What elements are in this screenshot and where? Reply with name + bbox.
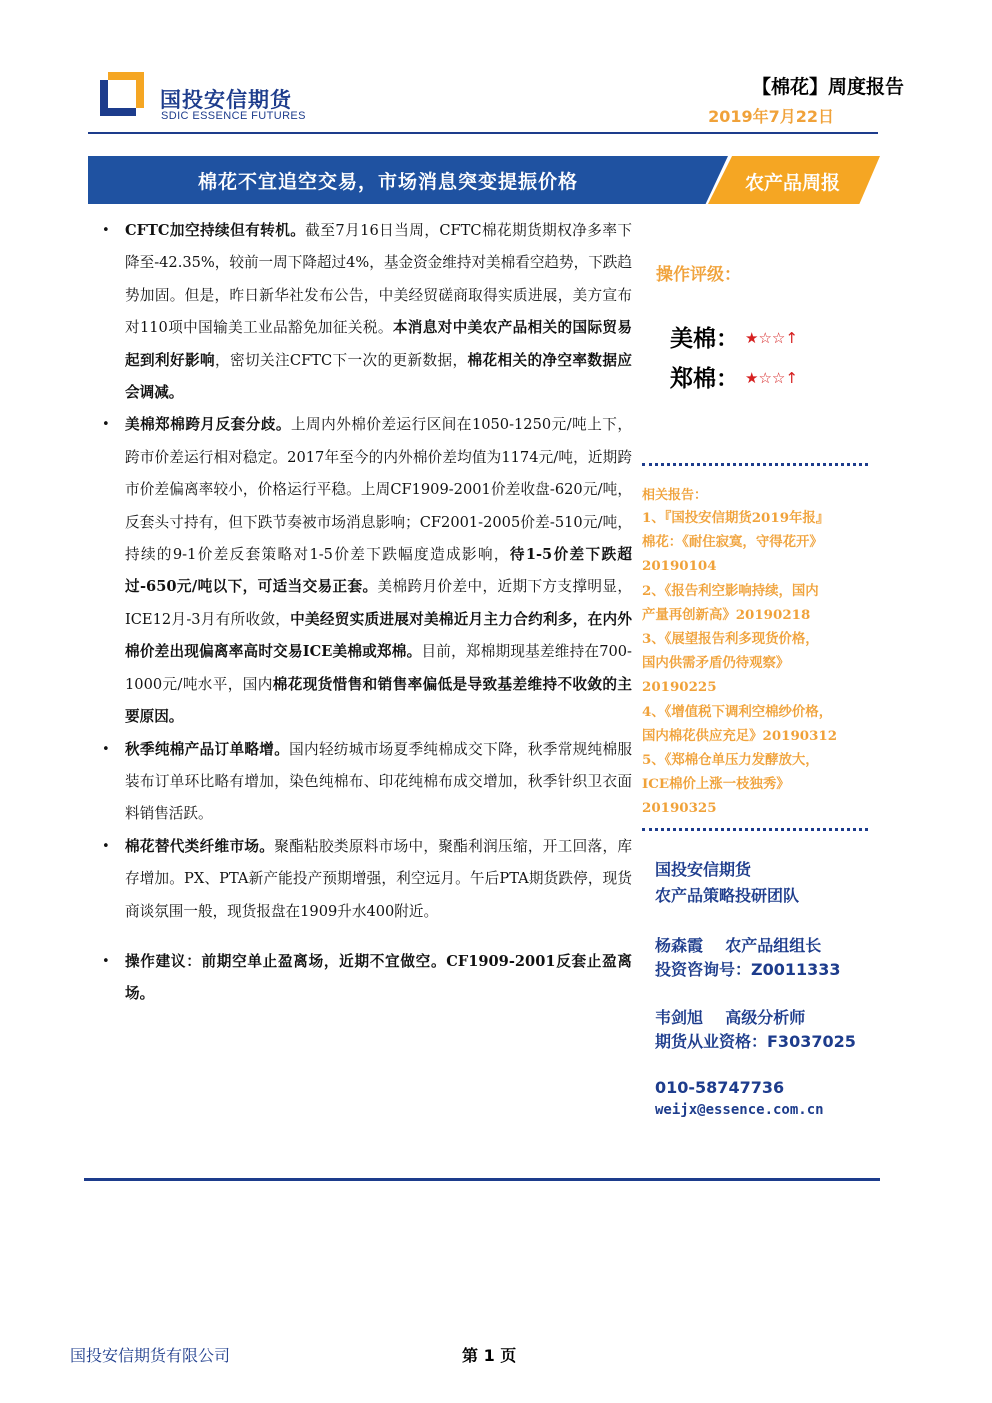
bullet-text: 操作建议：前期空单止盈离场，近期不宜做空。CF1909-2001反套止盈离场。 — [125, 952, 632, 1003]
bullet-text: 截至7月16日当周，CFTC棉花期货期权净多率下降至-42.35%，较前一周下降超过4%，基金资金维持对美棉看空趋势，下跌趋势加固。但是，昨日新华社发布公告，中美经贸磋商取得实质进展，美方宣布对110项中国输美工业品豁免加征关税。 — [125, 222, 632, 337]
related-reports-title: 相关报告： — [642, 488, 708, 503]
related-report-line: 4、《增值税下调利空棉纱价格， — [642, 703, 833, 720]
related-report-line: 2、《报告利空影响持续，国内 — [642, 582, 819, 599]
company-logo — [100, 72, 144, 116]
bullet-text: 棉花相关的净空率数据应会调减。 — [125, 351, 632, 402]
bullet-spacer — [98, 928, 632, 946]
bullet-text: 棉花替代类纤维市场。 — [125, 837, 275, 855]
related-report-line: 5、《郑棉仓单压力发酵放大， — [642, 752, 819, 769]
sidebar-divider — [642, 463, 868, 466]
bullet-text: 待1-5价差下跌超过-650元/吨以下，可适当交易正套。 — [125, 546, 632, 596]
related-report-line: 1、『国投安信期货2019年报』 — [642, 510, 830, 526]
bullet-text: 秋季纯棉产品订单略增。 — [125, 740, 290, 758]
bullet-cftc — [98, 215, 632, 409]
related-report-line: 20190225 — [642, 679, 717, 696]
bullet-text: ，密切关注CFTC下一次的更新数据， — [214, 351, 468, 369]
related-report-line: 国内供需矛盾仍待观察》 — [642, 655, 790, 672]
related-report-line: ICE棉价上涨一枝独秀》 — [642, 776, 790, 793]
team-name: 农产品策略投研团队 — [655, 886, 800, 905]
related-report-line: 国内棉花供应充足》20190312 — [642, 727, 838, 744]
contact-phone: 010-58747736 — [655, 1078, 785, 1097]
bullet-spread — [98, 409, 632, 733]
summary-bullets — [98, 215, 632, 1011]
related-reports-list — [642, 506, 882, 821]
contact-email[interactable]: weijx@essence.com.cn — [655, 1102, 824, 1118]
analyst-2-name-title: 韦剑旭 高级分析师 — [655, 1008, 806, 1027]
bullet-text: 目前，郑棉期现基差维持在700-1000元/吨水平，国内 — [125, 643, 632, 693]
logo-company-name: 国投安信期货 — [160, 88, 292, 112]
report-title: 棉花不宜追空交易，市场消息突变提振价格 — [198, 171, 579, 193]
analyst-1-name-title: 杨森霞 农产品组组长 — [655, 936, 822, 955]
bullet-text: CFTC加空持续但有转机。 — [125, 222, 306, 239]
header-divider — [88, 132, 878, 134]
report-date: 2019年7月22日 — [708, 107, 834, 126]
analyst-2-license: 期货从业资格：F3037025 — [655, 1032, 856, 1051]
bullet-advice — [98, 946, 632, 1011]
bullet-text: 国内轻纺城市场夏季纯棉成交下降，秋季常规纯棉服装布订单环比略有增加，染色纯棉布、印花纯棉布成交增加，秋季针织卫衣面料销售活跃。 — [125, 740, 632, 823]
report-type: 【棉花】周度报告 — [751, 76, 904, 98]
footer-divider — [84, 1178, 880, 1181]
bullet-text: 中美经贸实质进展对美棉近月主力合约利多，在内外棉价差出现偏离率高时交易ICE美棉或郑棉。 — [125, 610, 632, 661]
bullet-orders — [98, 734, 632, 831]
rating-zhengzhou-cotton — [670, 360, 798, 393]
bullet-text: 本消息对中美农产品相关的国际贸易起到利好影响 — [125, 319, 632, 369]
related-report-line: 棉花：《耐住寂寞，守得花开》 — [642, 534, 823, 551]
rating-stars: ★☆☆↑ — [745, 329, 798, 347]
rating-title: 操作评级： — [656, 265, 741, 285]
rating-us-cotton — [670, 320, 798, 353]
bullet-text: 美棉跨月价差中，近期下方支撑明显，ICE12月-3月有所收敛， — [125, 578, 632, 628]
related-report-line: 产量再创新高》20190218 — [642, 606, 811, 623]
page-number: 第 1 页 — [462, 1346, 517, 1365]
bullet-text: 美棉郑棉跨月反套分歧。 — [125, 416, 291, 434]
team-company: 国投安信期货 — [655, 860, 752, 879]
report-category-tag: 农产品周报 — [745, 172, 841, 194]
rating-label: 郑棉： — [670, 365, 739, 392]
footer-company: 国投安信期货有限公司 — [70, 1346, 231, 1365]
title-banner — [88, 156, 880, 204]
related-report-line: 20190104 — [642, 558, 717, 575]
logo-company-english-name: SDIC ESSENCE FUTURES — [161, 110, 306, 122]
related-report-line: 20190325 — [642, 800, 717, 817]
bullet-text: 棉花现货惜售和销售率偏低是导致基差维持不收敛的主要原因。 — [125, 675, 632, 726]
related-report-line: 3、《展望报告利多现货价格， — [642, 631, 819, 648]
sidebar-divider — [642, 828, 868, 831]
bullet-text: 聚酯粘胶类原料市场中，聚酯利润压缩，开工回落，库存增加。PX、PTA新产能投产预期增强，利空远月。午后PTA期货跌停，现货商谈氛围一般，现货报盘在1909升水400附近。 — [125, 837, 632, 920]
bullet-fiber — [98, 831, 632, 928]
analyst-1-license: 投资咨询号：Z0011333 — [655, 960, 841, 979]
rating-stars: ★☆☆↑ — [745, 369, 798, 387]
rating-label: 美棉： — [670, 325, 739, 352]
bullet-text: 上周内外棉价差运行区间在1050-1250元/吨上下，跨市价差运行相对稳定。2017年至今的内外棉价差均值为1174元/吨，近期跨市价差偏离率较小，价格运行平稳。上周CF1909-2001价差收盘-620元/吨，反套头寸持有，但下跌节奏被市场消息影响；CF2001-2005价差-510元/吨，持续的9-1价差反套策略对1-5价差下跌幅度造成影响， — [125, 416, 632, 564]
